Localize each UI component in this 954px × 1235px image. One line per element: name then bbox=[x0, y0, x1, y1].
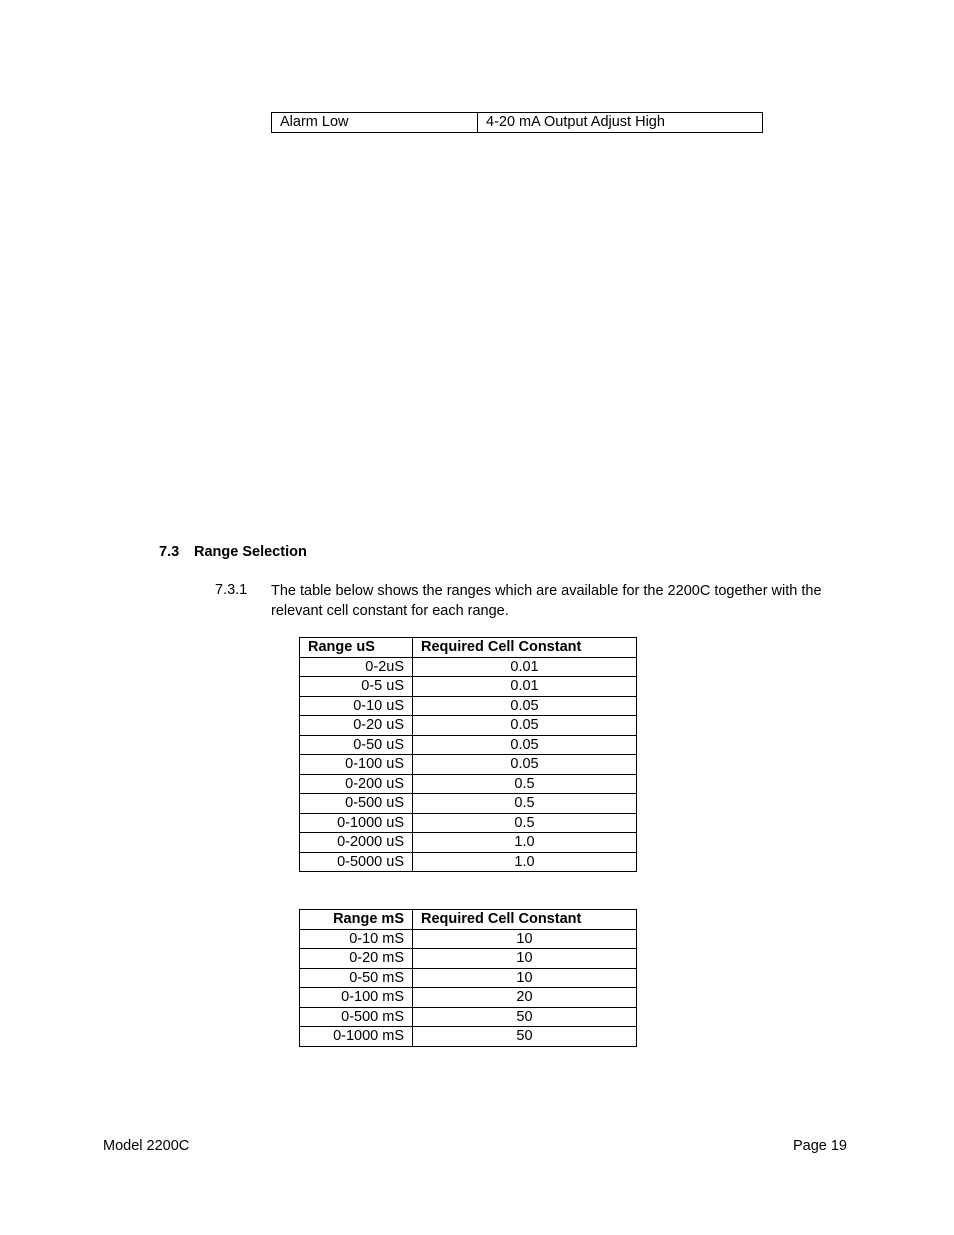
cell-constant-cell: 0.05 bbox=[413, 735, 637, 755]
table-body bbox=[300, 657, 637, 872]
table-header-row bbox=[300, 910, 637, 930]
range-cell: 0-200 uS bbox=[300, 774, 413, 794]
range-ms-table bbox=[299, 909, 637, 1047]
section-heading bbox=[159, 544, 307, 560]
cell-constant-cell: 50 bbox=[413, 1007, 637, 1027]
table-row bbox=[300, 735, 637, 755]
table-row bbox=[300, 852, 637, 872]
table-row bbox=[300, 988, 637, 1008]
column-header-range: Range mS bbox=[300, 910, 413, 930]
table-row bbox=[300, 833, 637, 853]
cell-constant-cell: 0.01 bbox=[413, 657, 637, 677]
range-cell: 0-500 mS bbox=[300, 1007, 413, 1027]
table-row bbox=[300, 949, 637, 969]
table-row bbox=[300, 677, 637, 697]
cell-constant-cell: 0.5 bbox=[413, 813, 637, 833]
table-cell: 4-20 mA Output Adjust High bbox=[478, 113, 763, 133]
cell-constant-cell: 10 bbox=[413, 949, 637, 969]
cell-constant-cell: 0.05 bbox=[413, 696, 637, 716]
range-cell: 0-5 uS bbox=[300, 677, 413, 697]
column-header-cell-constant: Required Cell Constant bbox=[413, 910, 637, 930]
range-cell: 0-10 mS bbox=[300, 929, 413, 949]
menu-table-fragment bbox=[271, 112, 763, 133]
table-row bbox=[300, 716, 637, 736]
table-row bbox=[300, 794, 637, 814]
table-row bbox=[300, 968, 637, 988]
footer-model: Model 2200C bbox=[103, 1138, 190, 1154]
range-us-table bbox=[299, 637, 637, 872]
cell-constant-cell: 0.01 bbox=[413, 677, 637, 697]
range-cell: 0-5000 uS bbox=[300, 852, 413, 872]
range-cell: 0-1000 uS bbox=[300, 813, 413, 833]
column-header-range: Range uS bbox=[300, 638, 413, 658]
range-cell: 0-20 mS bbox=[300, 949, 413, 969]
table-row bbox=[300, 774, 637, 794]
table-header-row bbox=[300, 638, 637, 658]
cell-constant-cell: 0.05 bbox=[413, 755, 637, 775]
table-row bbox=[300, 929, 637, 949]
paragraph-text: The table below shows the ranges which are available for the 2200C together with the relevant cell constant for each range. bbox=[271, 583, 822, 619]
cell-constant-cell: 50 bbox=[413, 1027, 637, 1047]
range-cell: 0-2000 uS bbox=[300, 833, 413, 853]
section-title: Range Selection bbox=[194, 544, 307, 560]
cell-constant-cell: 10 bbox=[413, 929, 637, 949]
range-cell: 0-100 mS bbox=[300, 988, 413, 1008]
cell-constant-cell: 0.5 bbox=[413, 794, 637, 814]
range-cell: 0-2uS bbox=[300, 657, 413, 677]
table-body bbox=[300, 929, 637, 1046]
section-number: 7.3 bbox=[159, 544, 180, 560]
cell-constant-cell: 1.0 bbox=[413, 852, 637, 872]
table-row bbox=[300, 1027, 637, 1047]
column-header-cell-constant: Required Cell Constant bbox=[413, 638, 637, 658]
table-row bbox=[300, 813, 637, 833]
range-cell: 0-50 mS bbox=[300, 968, 413, 988]
footer-page-number: Page 19 bbox=[792, 1138, 847, 1154]
table-row bbox=[300, 1007, 637, 1027]
table-row bbox=[300, 657, 637, 677]
range-cell: 0-20 uS bbox=[300, 716, 413, 736]
range-cell: 0-1000 mS bbox=[300, 1027, 413, 1047]
range-cell: 0-10 uS bbox=[300, 696, 413, 716]
table-row bbox=[300, 755, 637, 775]
cell-constant-cell: 1.0 bbox=[413, 833, 637, 853]
range-cell: 0-50 uS bbox=[300, 735, 413, 755]
cell-constant-cell: 20 bbox=[413, 988, 637, 1008]
cell-constant-cell: 0.05 bbox=[413, 716, 637, 736]
range-cell: 0-100 uS bbox=[300, 755, 413, 775]
range-cell: 0-500 uS bbox=[300, 794, 413, 814]
cell-constant-cell: 10 bbox=[413, 968, 637, 988]
table-cell: Alarm Low bbox=[272, 113, 478, 133]
cell-constant-cell: 0.5 bbox=[413, 774, 637, 794]
paragraph-number: 7.3.1 bbox=[215, 582, 248, 598]
table-row bbox=[300, 696, 637, 716]
table-row bbox=[272, 113, 763, 133]
